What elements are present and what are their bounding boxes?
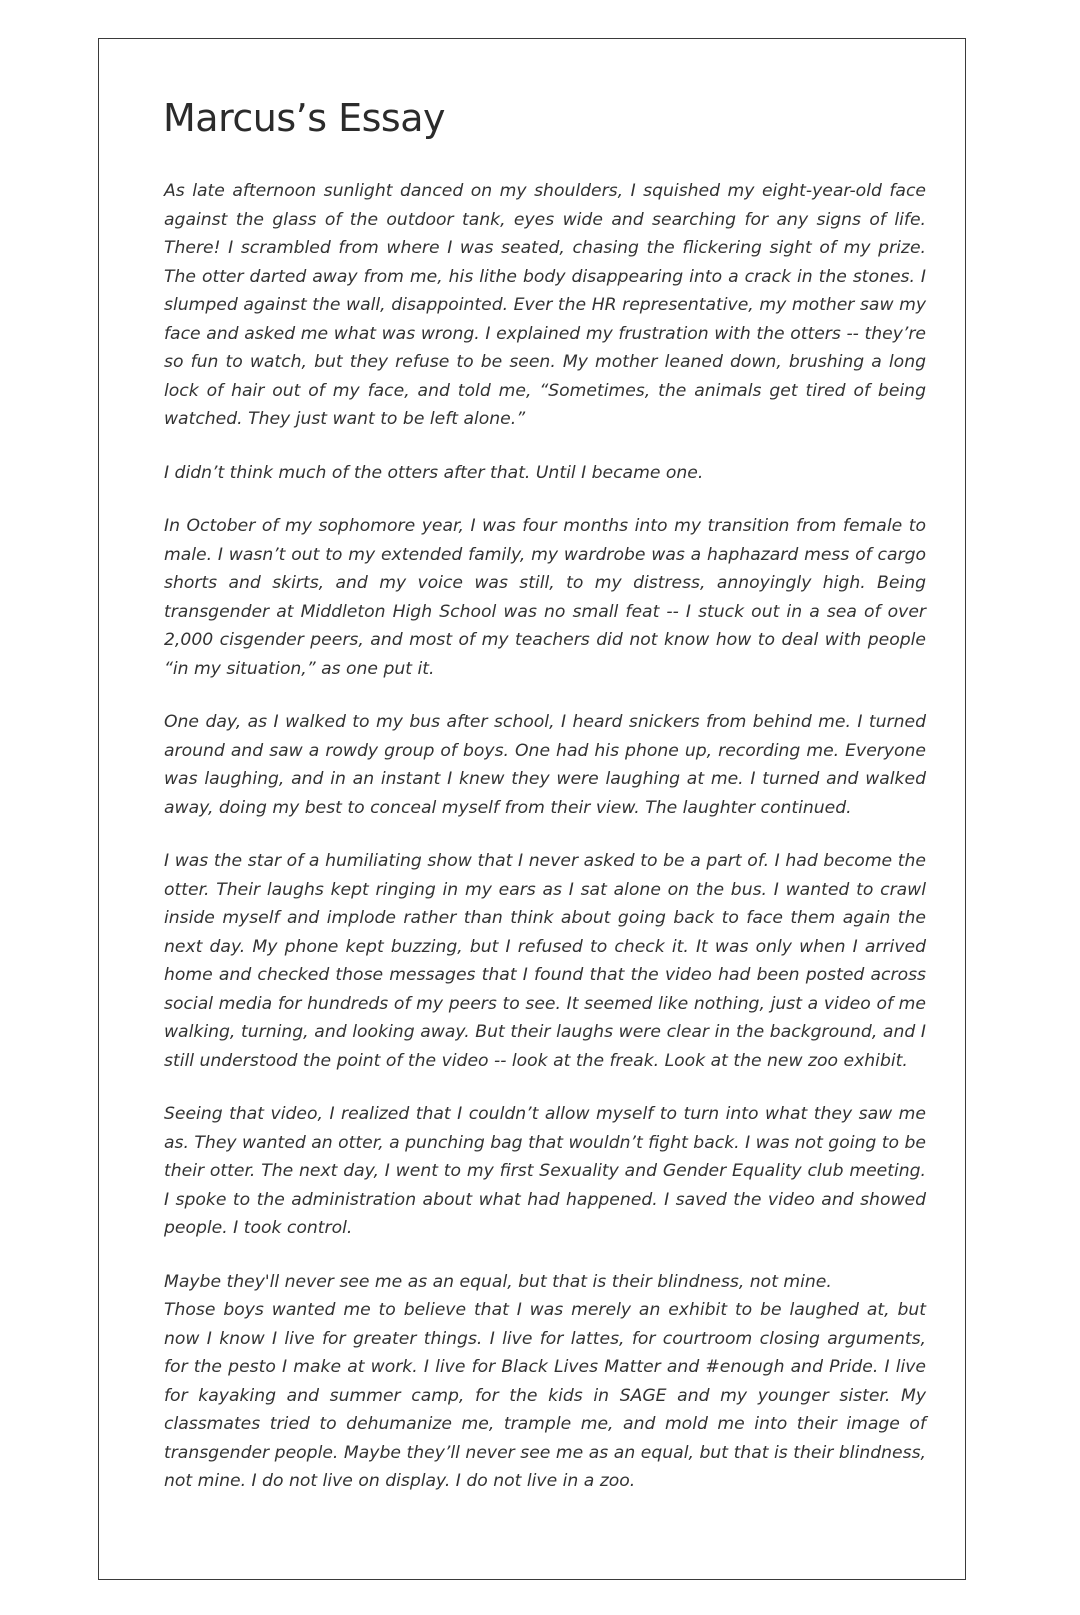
- paragraph-bus-recording: One day, as I walked to my bus after school, I heard snickers from behind me. I turned around and saw a rowdy group of boys. One had his phone up, recording me. Everyone was laughing, and in an instant I knew they were laughing at me. I turned and walked away, doing my best to conceal myself from their view. The laughter continued.: [164, 712, 926, 818]
- paragraph-closing: Those boys wanted me to believe that I was merely an exhibit to be laughed at, but now I know I live for greater things. I live for lattes, for courtroom closing arguments, for the pesto I make at work. I live for Black Lives Matter and #enough and Pride. I live for kayaking and summer camp, for the kids in SAGE and my younger sister. My classmates tried to dehumanize me, trample me, and mold me into their image of transgender people. Maybe they’ll never see me as an equal, but that is their blindness, not mine. I do not live on display. I do not live in a zoo.: [164, 1300, 926, 1491]
- essay-body: [164, 177, 926, 1521]
- essay-title: Marcus’s Essay: [163, 96, 445, 140]
- paragraph-humiliation: I was the star of a humiliating show that I never asked to be a part of. I had become the otter. Their laughs kept ringing in my ears as I sat alone on the bus. I wanted to crawl inside myself and implode rather than think about going back to face them again the next day. My phone kept buzzing, but I refused to check it. It was only when I arrived home and checked those messages that I found that the video had been posted across social media for hundreds of my peers to see. It seemed like nothing, just a video of me walking, turning, and looking away. But their laughs were clear in the background, and I still understood the point of the video -- look at the freak. Look at the new zoo exhibit.: [164, 851, 926, 1071]
- paragraph-took-control: Seeing that video, I realized that I couldn’t allow myself to turn into what they saw me as. They wanted an otter, a punching bag that wouldn’t fight back. I was not going to be their otter. The next day, I went to my first Sexuality and Gender Equality club meeting. I spoke to the administration about what had happened. I saved the video and showed people. I took control.: [164, 1104, 926, 1238]
- paragraph-blindness-line: Maybe they'll never see me as an equal, but that is their blindness, not mine.: [164, 1271, 832, 1292]
- paragraph-transition: In October of my sophomore year, I was four months into my transition from female to male. I wasn’t out to my extended family, my wardrobe was a haphazard mess of cargo shorts and skirts, and my voice was still, to my distress, annoyingly high. Being transgender at Middleton High School was no small feat -- I stuck out in a sea of over 2,000 cisgender peers, and most of my teachers did not know how to deal with people “in my situation,” as one put it.: [164, 516, 926, 679]
- paragraph-otter-memory: As late afternoon sunlight danced on my shoulders, I squished my eight-year-old face against the glass of the outdoor tank, eyes wide and searching for any signs of life. There! I scrambled from where I was seated, chasing the flickering sight of my prize. The otter darted away from me, his lithe body disappearing into a crack in the stones. I slumped against the wall, disappointed. Ever the HR representative, my mother saw my face and asked me what was wrong. I explained my frustration with the otters -- they’re so fun to watch, but they refuse to be seen. My mother leaned down, brushing a long lock of hair out of my face, and told me, “Sometimes, the animals get tired of being watched. They just want to be left alone.”: [164, 181, 926, 429]
- paragraph-became-otter: I didn’t think much of the otters after that. Until I became one.: [164, 462, 704, 483]
